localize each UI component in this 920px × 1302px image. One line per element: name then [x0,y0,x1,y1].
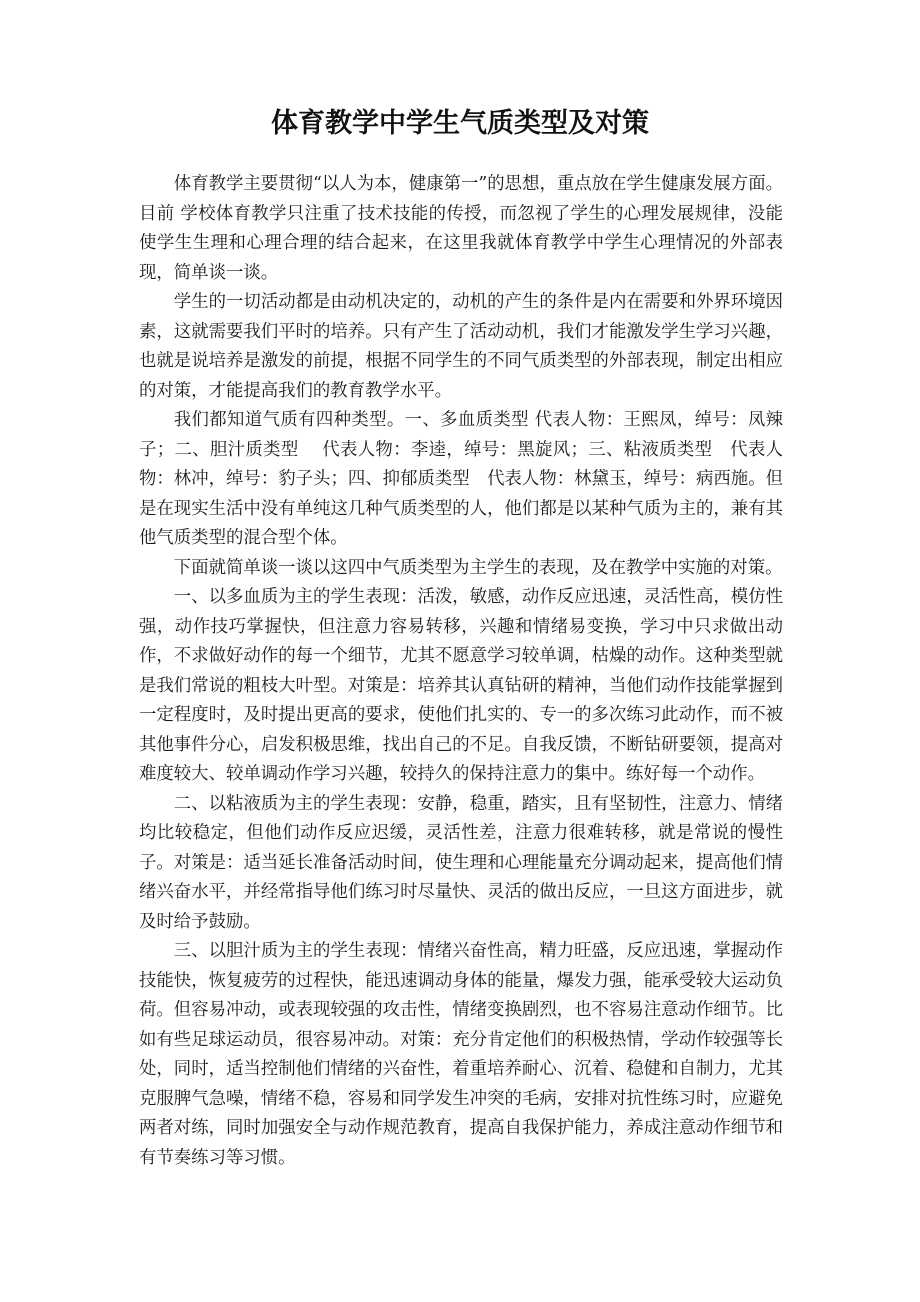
paragraph-sanguine: 一、以多血质为主的学生表现：活泼，敏感，动作反应迅速，灵活性高，模仿性强，动作技巧掌握快，但注意力容易转移，兴趣和情绪易变换，学习中只求做出动作，不求做好动作的每一个细节，尤其不愿意学习较单调，枯燥的动作。这种类型就是我们常说的粗枝大叶型。对策是：培养其认真钻研的精神，当他们动作技能掌握到一定程度时，及时提出更高的要求，使他们扎实的、专一的多次练习此动作，而不被其他事件分心，启发积极思维，找出自己的不足。自我反馈，不断钻研要领，提高对难度较大、较单调动作学习兴趣，较持久的保持注意力的集中。练好每一个动作。 [139,587,783,784]
paragraph-temperament-types: 我们都知道气质有四种类型。一、多血质类型 代表人物：王熙凤，绰号：凤辣子；二、胆汁质类型 代表人物：李逵，绰号：黑旋风；三、粘液质类型 代表人物：林冲，绰号：豹子头；四、抑郁质类型 代表人物：林黛玉，绰号：病西施。但是在现实生活中没有单纯这几种气质类型的人，他们都是以某种气质为主的，兼有其他气质类型的混合型个体。 [139,410,783,548]
paragraph-transition: 下面就简单谈一谈以这四中气质类型为主学生的表现，及在教学中实施的对策。 [173,557,783,578]
paragraph-phlegmatic: 二、以粘液质为主的学生表现：安静，稳重，踏实，且有坚韧性，注意力、情绪均比较稳定，但他们动作反应迟缓，灵活性差，注意力很难转移，就是常说的慢性子。对策是：适当延长准备活动时间，使生理和心理能量充分调动起来，提高他们情绪兴奋水平，并经常指导他们练习时尽量快、灵活的做出反应，一旦这方面进步，就及时给予鼓励。 [139,793,783,932]
document-body [139,170,783,1173]
paragraph-choleric: 三、以胆汁质为主的学生表现：情绪兴奋性高，精力旺盛，反应迅速，掌握动作技能快，恢复疲劳的过程快，能迅速调动身体的能量，爆发力强，能承受较大运动负荷。但容易冲动，或表现较强的攻击性，情绪变换剧烈，也不容易注意动作细节。比如有些足球运动员，很容易冲动。对策：充分肯定他们的积极热情，学动作较强等长处，同时，适当控制他们情绪的兴奋性，着重培养耐心、沉着、稳健和自制力，尤其克服脾气急噪，情绪不稳，容易和同学发生冲突的毛病，安排对抗性练习时，应避免两者对练，同时加强安全与动作规范教育，提高自我保护能力，养成注意动作细节和有节奏练习等习惯。 [139,941,783,1168]
paragraph-motivation: 学生的一切活动都是由动机决定的，动机的产生的条件是内在需要和外界环境因素，这就需要我们平时的培养。只有产生了活动动机，我们才能激发学生学习兴趣，也就是说培养是激发的前提，根据不同学生的不同气质类型的外部表现，制定出相应的对策，才能提高我们的教育教学水平。 [139,292,783,401]
paragraph-intro: 体育教学主要贯彻“以人为本，健康第一”的思想，重点放在学生健康发展方面。目前 学校体育教学只注重了技术技能的传授，而忽视了学生的心理发展规律，没能使学生生理和心理合理的结合起来，在这里我就体育教学中学生心理情况的外部表现，简单谈一谈。 [139,174,783,283]
document-title: 体育教学中学生气质类型及对策 [271,108,649,139]
